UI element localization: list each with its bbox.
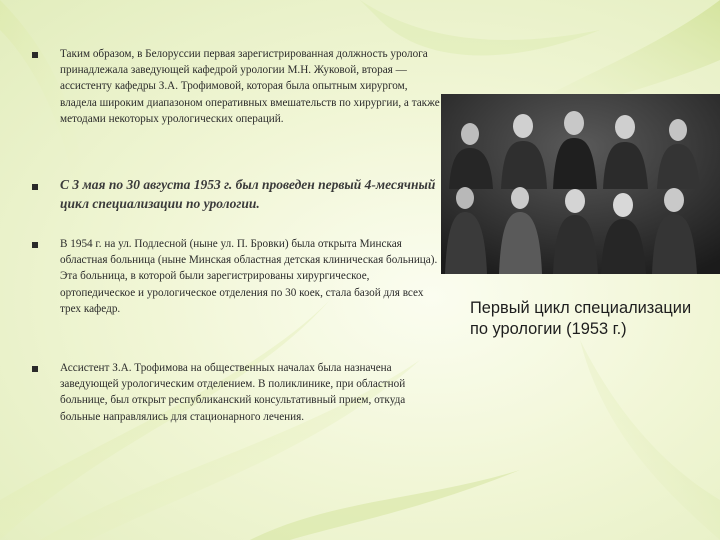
bullet-square-icon [32, 242, 38, 248]
bullet-text: Таким образом, в Белоруссии первая зарегистрированная должность уролога принадлежала заведующей кафедрой урологии М.Н. Жуковой, вторая — ассистенту кафедры З.А. Трофимовой, которая была опытным хирургом, владела широким диапазоном оперативных вмешательств по хирургии, а также методами некоторых урологических операций. [60, 48, 440, 125]
photo-caption: Первый цикл специализации по урологии (1953 г.) [470, 299, 692, 339]
bullet-square-icon [32, 366, 38, 372]
bullet-square-icon [32, 52, 38, 58]
bullet-square-icon [32, 184, 38, 190]
bullet-text: С 3 мая по 30 августа 1953 г. был проведен первый 4-месячный цикл специализации по урологии. [60, 177, 436, 211]
group-photo [441, 94, 720, 274]
bullet-text: В 1954 г. на ул. Подлесной (ныне ул. П. Бровки) была открыта Минская областная больница (ныне Минская областная детская клиническая больница). Эта больница, в которой были зарегистрированы хирургическое, ортопедическое и урологическое отделения по 30 коек, стала базой для всех трех кафедр. [60, 238, 438, 315]
bullet-text: Ассистент З.А. Трофимова на общественных началах была назначена заведующей урологическим отделением. В поликлинике, при областной больнице, был открыт республиканский консультативный прием, откуда больные направлялись для стационарного лечения. [60, 362, 406, 423]
group-photo-image [441, 94, 720, 274]
